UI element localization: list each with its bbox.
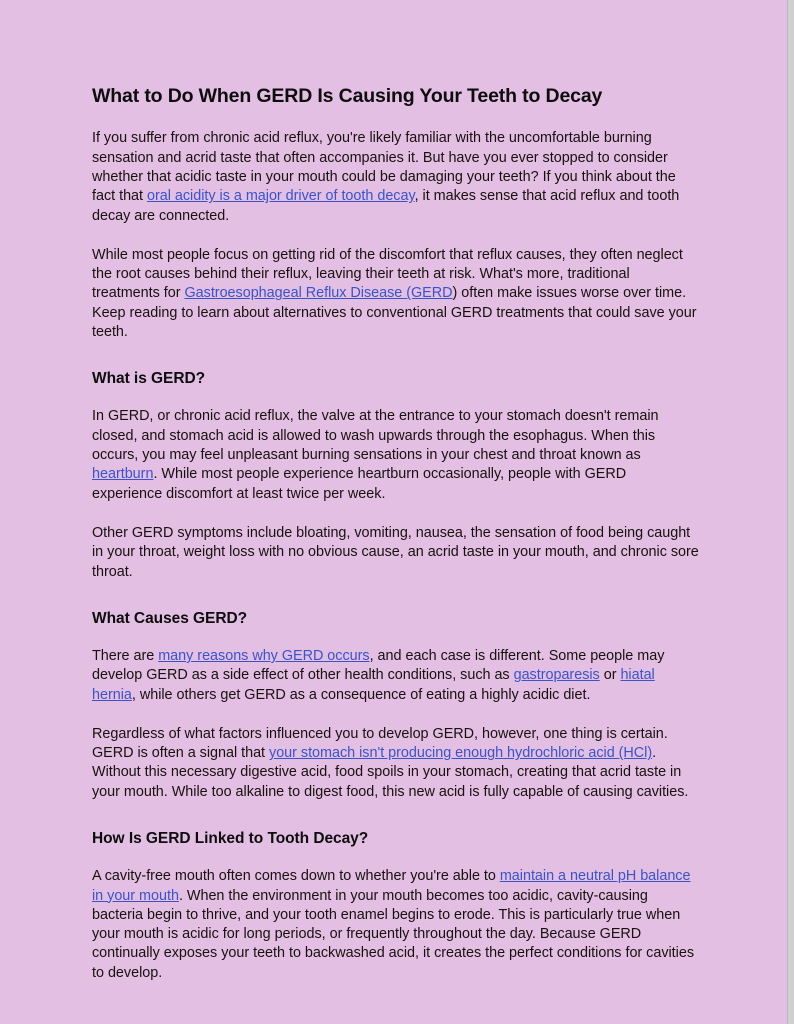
text-run: What is GERD? bbox=[92, 370, 206, 388]
text-run: How Is GERD Linked to Tooth Decay? bbox=[92, 830, 369, 848]
text-run: , it makes sense that acid reflux and tooth decay are connected. bbox=[92, 188, 684, 224]
inline-link[interactable]: oral acidity is a major driver of tooth decay bbox=[147, 188, 415, 205]
text-run: A cavity-free mouth often comes down to whether you're able to bbox=[92, 868, 500, 885]
body-paragraph bbox=[92, 647, 699, 705]
inline-link[interactable]: maintain a neutral pH balance in your mouth bbox=[92, 868, 691, 904]
inline-link[interactable]: Gastroesophageal Reflux Disease (GERD bbox=[184, 285, 453, 302]
section-heading bbox=[92, 829, 699, 849]
body-paragraph bbox=[92, 407, 699, 503]
text-run: , and each case is different. Some people may develop GERD as a side effect of other health conditions, such as bbox=[92, 648, 669, 684]
text-run: While most people focus on getting rid of the discomfort that reflux causes, they often neglect the root causes behind their reflux, leaving their teeth at risk. What's more, traditional treatments for bbox=[92, 246, 687, 302]
text-run: Other GERD symptoms include bloating, vomiting, nausea, the sensation of food being caught in your throat, weight loss with no obvious cause, an acrid taste in your mouth, and chronic sore throat. bbox=[92, 524, 703, 580]
body-paragraph bbox=[92, 867, 699, 983]
body-paragraph bbox=[92, 524, 703, 582]
text-run: ) often make issues worse over time. Keep reading to learn about alternatives to conventional GERD treatments that could save your teeth. bbox=[92, 285, 701, 341]
inline-link[interactable]: gastroparesis bbox=[513, 667, 600, 684]
text-run: . When the environment in your mouth becomes too acidic, cavity-causing bacteria begin to thrive, and your tooth enamel begins to erode. This is particularly true when your mouth is acidic for long periods, or frequently throughout the day. Because GERD continually exposes your teeth to backwashed acid, it creates the perfect conditions for cavities to develop. bbox=[92, 887, 698, 981]
body-paragraph bbox=[92, 129, 699, 225]
inline-link[interactable]: your stomach isn't producing enough hydrochloric acid (HCl) bbox=[269, 745, 653, 762]
section-heading bbox=[92, 369, 699, 389]
inline-link[interactable]: heartburn bbox=[92, 466, 154, 483]
section-heading bbox=[92, 609, 699, 629]
body-paragraph bbox=[92, 725, 699, 802]
inline-link[interactable]: many reasons why GERD occurs bbox=[158, 648, 370, 664]
text-run: or bbox=[599, 667, 621, 684]
text-run: . While most people experience heartburn occasionally, people with GERD experience discomfort at least twice per week. bbox=[92, 466, 631, 502]
inline-link[interactable]: hiatal hernia bbox=[92, 667, 655, 703]
text-run: There are bbox=[92, 648, 159, 664]
body-paragraph bbox=[92, 246, 699, 342]
text-run: If you suffer from chronic acid reflux, you're likely familiar with the uncomfortable burning sensation and acrid taste that often accompanies it. But have you ever stopped to consider whether that acidic taste in your mouth could be damaging your teeth? If you think about the fact that bbox=[92, 130, 680, 205]
page-title: What to Do When GERD Is Causing Your Teeth to Decay bbox=[92, 85, 603, 107]
text-run: In GERD, or chronic acid reflux, the valve at the entrance to your stomach doesn't remain closed, and stomach acid is allowed to wash upwards through the esophagus. When this occurs, you may feel unpleasant burning sensations in your chest and throat known as bbox=[92, 408, 663, 464]
text-run: . Without this necessary digestive acid, food spoils in your stomach, creating that acrid taste in your mouth. While too alkaline to digest food, this new acid is fully capable of causing cavities. bbox=[92, 745, 689, 800]
text-run: , while others get GERD as a consequence of eating a highly acidic diet. bbox=[131, 686, 591, 703]
text-run: What Causes GERD? bbox=[92, 609, 248, 627]
document-content bbox=[92, 129, 703, 983]
text-run: Regardless of what factors influenced you to develop GERD, however, one thing is certain. GERD is often a signal that bbox=[92, 725, 672, 762]
